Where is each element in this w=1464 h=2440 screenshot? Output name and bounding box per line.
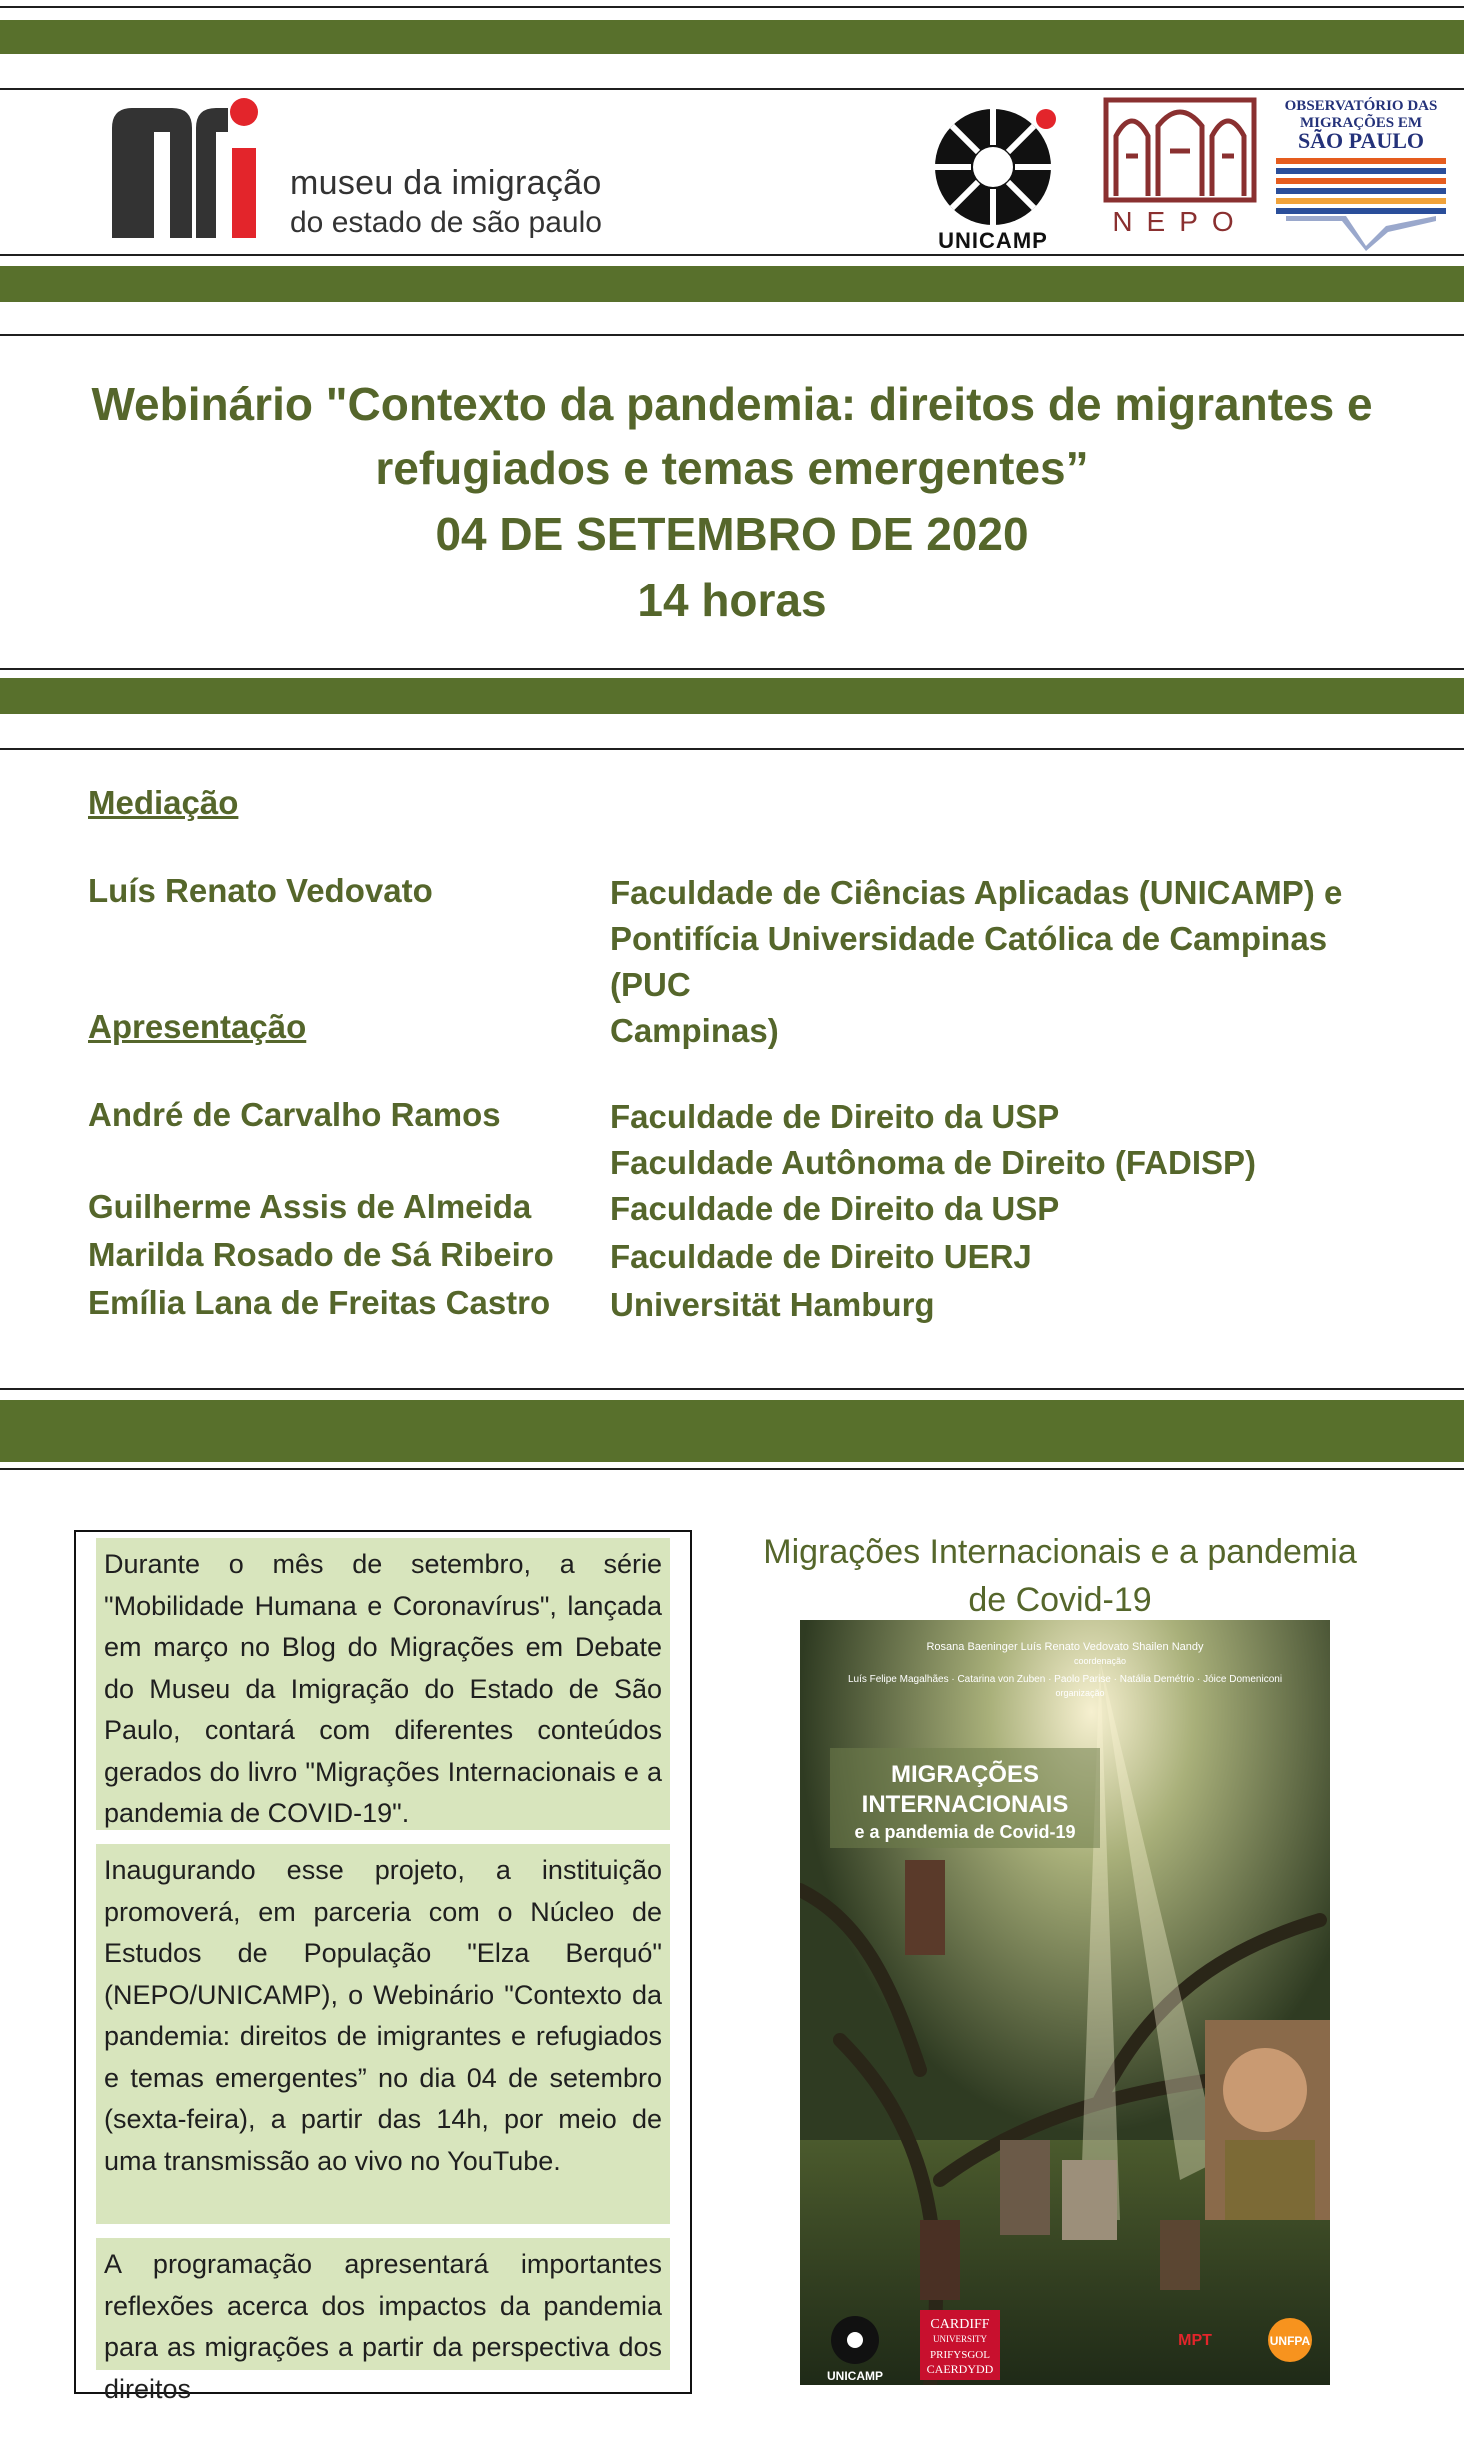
- book-logo-cardiff-4: CAERDYDD: [926, 2362, 994, 2376]
- book-caption: [730, 1528, 1390, 1624]
- museum-name-line1: museu da imigração: [290, 164, 602, 202]
- program-rule-bottom: [0, 1388, 1464, 1390]
- mediacao-heading: Mediação: [88, 784, 239, 821]
- top-rule-1: [0, 6, 1464, 8]
- title-band: [0, 678, 1464, 714]
- speaker-name: Guilherme Assis de Almeida: [88, 1188, 532, 1225]
- unicamp-label: UNICAMP: [938, 228, 1048, 253]
- event-date: 04 DE SETEMBRO DE 2020: [435, 508, 1029, 560]
- speaker-affil: Universität Hamburg: [610, 1286, 935, 1323]
- book-title-3: e a pandemia de Covid-19: [854, 1822, 1076, 1842]
- top-band: [0, 20, 1464, 54]
- observatorio-title-line2: SÃO PAULO: [1297, 128, 1425, 153]
- book-logo-unicamp: UNICAMP: [827, 2369, 883, 2383]
- speaker-affil: Faculdade de Direito da USP: [610, 1190, 1060, 1227]
- speaker-affil: Faculdade de Direito UERJ: [610, 1238, 1032, 1275]
- nepo-label: NEPO: [1112, 206, 1248, 236]
- book-logo-cardiff-3: PRIFYSGOL: [930, 2349, 990, 2361]
- book-logo-mpt: MPT: [1178, 2332, 1212, 2349]
- program-rule-top: [0, 748, 1464, 750]
- book-cover: [800, 1620, 1330, 2385]
- mediator-name: Luís Renato Vedovato: [88, 872, 433, 909]
- title-rule-top: [0, 334, 1464, 336]
- museum-name-line2: do estado de são paulo: [290, 206, 602, 239]
- event-title-line2: refugiados e temas emergentes”: [375, 442, 1089, 494]
- mediator-affiliation: [610, 870, 1410, 1054]
- description-paragraph-1: Durante o mês de setembro, a série "Mobilidade Humana e Coronavírus", lançada em março no Blog do Migrações em Debate do Museu da Imigração do Estado de São Paulo, contará com diferentes conteúdos gerados do livro "Migrações Internacionais e a pandemia de COVID-19".: [96, 1538, 670, 1830]
- book-logo-cardiff-2: UNIVERSITY: [933, 2334, 987, 2344]
- book-organizers: Luís Felipe Magalhães · Catarina von Zuben · Paolo Parise · Natália Demétrio · Jóice Domeniconi: [847, 1674, 1283, 1685]
- book-authors: Rosana Baeninger Luís Renato Vedovato Shailen Nandy: [926, 1641, 1204, 1653]
- book-logo-unfpa: UNFPA: [1269, 2334, 1311, 2348]
- book-title-1: MIGRAÇÕES: [890, 1761, 1040, 1788]
- description-paragraph-2: Inaugurando esse projeto, a instituição promoverá, em parceria com o Núcleo de Estudos de População "Elza Berquó" (NEPO/UNICAMP), o Webinário "Contexto da pandemia: direitos de imigrantes e refugiados e temas emergentes” no dia 04 de setembro (sexta-feira), a partir das 14h, por meio de uma transmissão ao vivo no YouTube.: [96, 1844, 670, 2224]
- nepo-logo: [1102, 96, 1258, 236]
- speaker-affil-2: Faculdade Autônoma de Direito (FADISP): [610, 1144, 1256, 1181]
- book-org-label: organização: [1055, 1688, 1105, 1698]
- speaker-name: Emília Lana de Freitas Castro: [88, 1284, 551, 1321]
- speaker-name: Marilda Rosado de Sá Ribeiro: [88, 1236, 554, 1273]
- museu-imigracao-logo: [112, 98, 264, 238]
- book-coord-label: coordenação: [1073, 1656, 1127, 1666]
- event-title-line1: Webinário "Contexto da pandemia: direitos de migrantes e: [91, 378, 1373, 430]
- body-rule-top: [0, 1468, 1464, 1470]
- header-band: [0, 266, 1464, 302]
- program-band: [0, 1400, 1464, 1462]
- book-caption-line2: de Covid-19: [968, 1581, 1152, 1619]
- event-time: 14 horas: [637, 574, 827, 626]
- mediator-affil-line2: Pontifícia Universidade Católica de Campinas (PUC: [610, 920, 1328, 1003]
- description-box: [74, 1530, 692, 2404]
- book-caption-line1: Migrações Internacionais e a pandemia: [763, 1533, 1357, 1571]
- mediator-affil-line1: Faculdade de Ciências Aplicadas (UNICAMP) e: [610, 874, 1343, 911]
- observatorio-title-line1: OBSERVATÓRIO DAS MIGRAÇÕES EM: [1284, 98, 1438, 131]
- speaker-affil: Faculdade de Direito da USP: [610, 1098, 1060, 1135]
- book-title-2: INTERNACIONAIS: [861, 1791, 1069, 1818]
- title-rule-bottom: [0, 668, 1464, 670]
- mediator-affil-line3: Campinas): [610, 1012, 779, 1049]
- apresentacao-heading: Apresentação: [88, 1008, 307, 1045]
- header-rule-bottom: [0, 254, 1464, 256]
- description-paragraph-3: A programação apresentará importantes reflexões acerca dos impactos da pandemia para as migrações a partir da perspectiva dos direitos: [96, 2238, 670, 2370]
- speaker-name: André de Carvalho Ramos: [88, 1096, 501, 1133]
- top-rule-2: [0, 88, 1464, 90]
- book-logo-cardiff-1: CARDIFF: [930, 2317, 990, 2332]
